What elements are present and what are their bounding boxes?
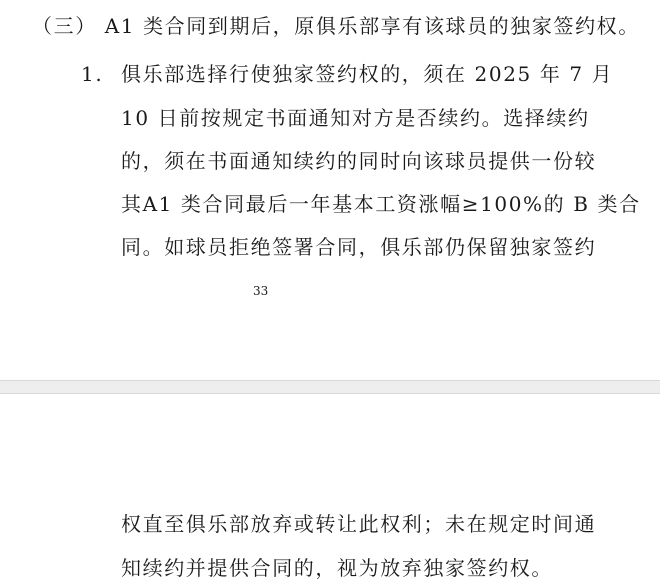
document-page-34 — [0, 394, 660, 586]
paragraph-line: 同。如球员拒绝签署合同，俱乐部仍保留独家签约 — [121, 235, 597, 259]
paragraph-line: 知续约并提供合同的，视为放弃独家签约权。 — [121, 556, 553, 580]
paragraph-line: 其A1 类合同最后一年基本工资涨幅≥100%的 B 类合 — [121, 192, 641, 216]
paragraph-line: 的，须在书面通知续约的同时向该球员提供一份较 — [121, 149, 597, 173]
paragraph-line: 权直至俱乐部放弃或转让此权利；未在规定时间通 — [121, 512, 597, 536]
section-heading: （三） A1 类合同到期后，原俱乐部享有该球员的独家签约权。 — [32, 14, 640, 38]
paragraph-line: 俱乐部选择行使独家签约权的，须在 2025 年 7 月 — [121, 62, 614, 86]
page-number: 33 — [253, 284, 269, 298]
page-separator — [0, 380, 660, 394]
list-item-number: 1. — [81, 62, 104, 86]
paragraph-line: 10 日前按规定书面通知对方是否续约。选择续约 — [121, 106, 590, 130]
